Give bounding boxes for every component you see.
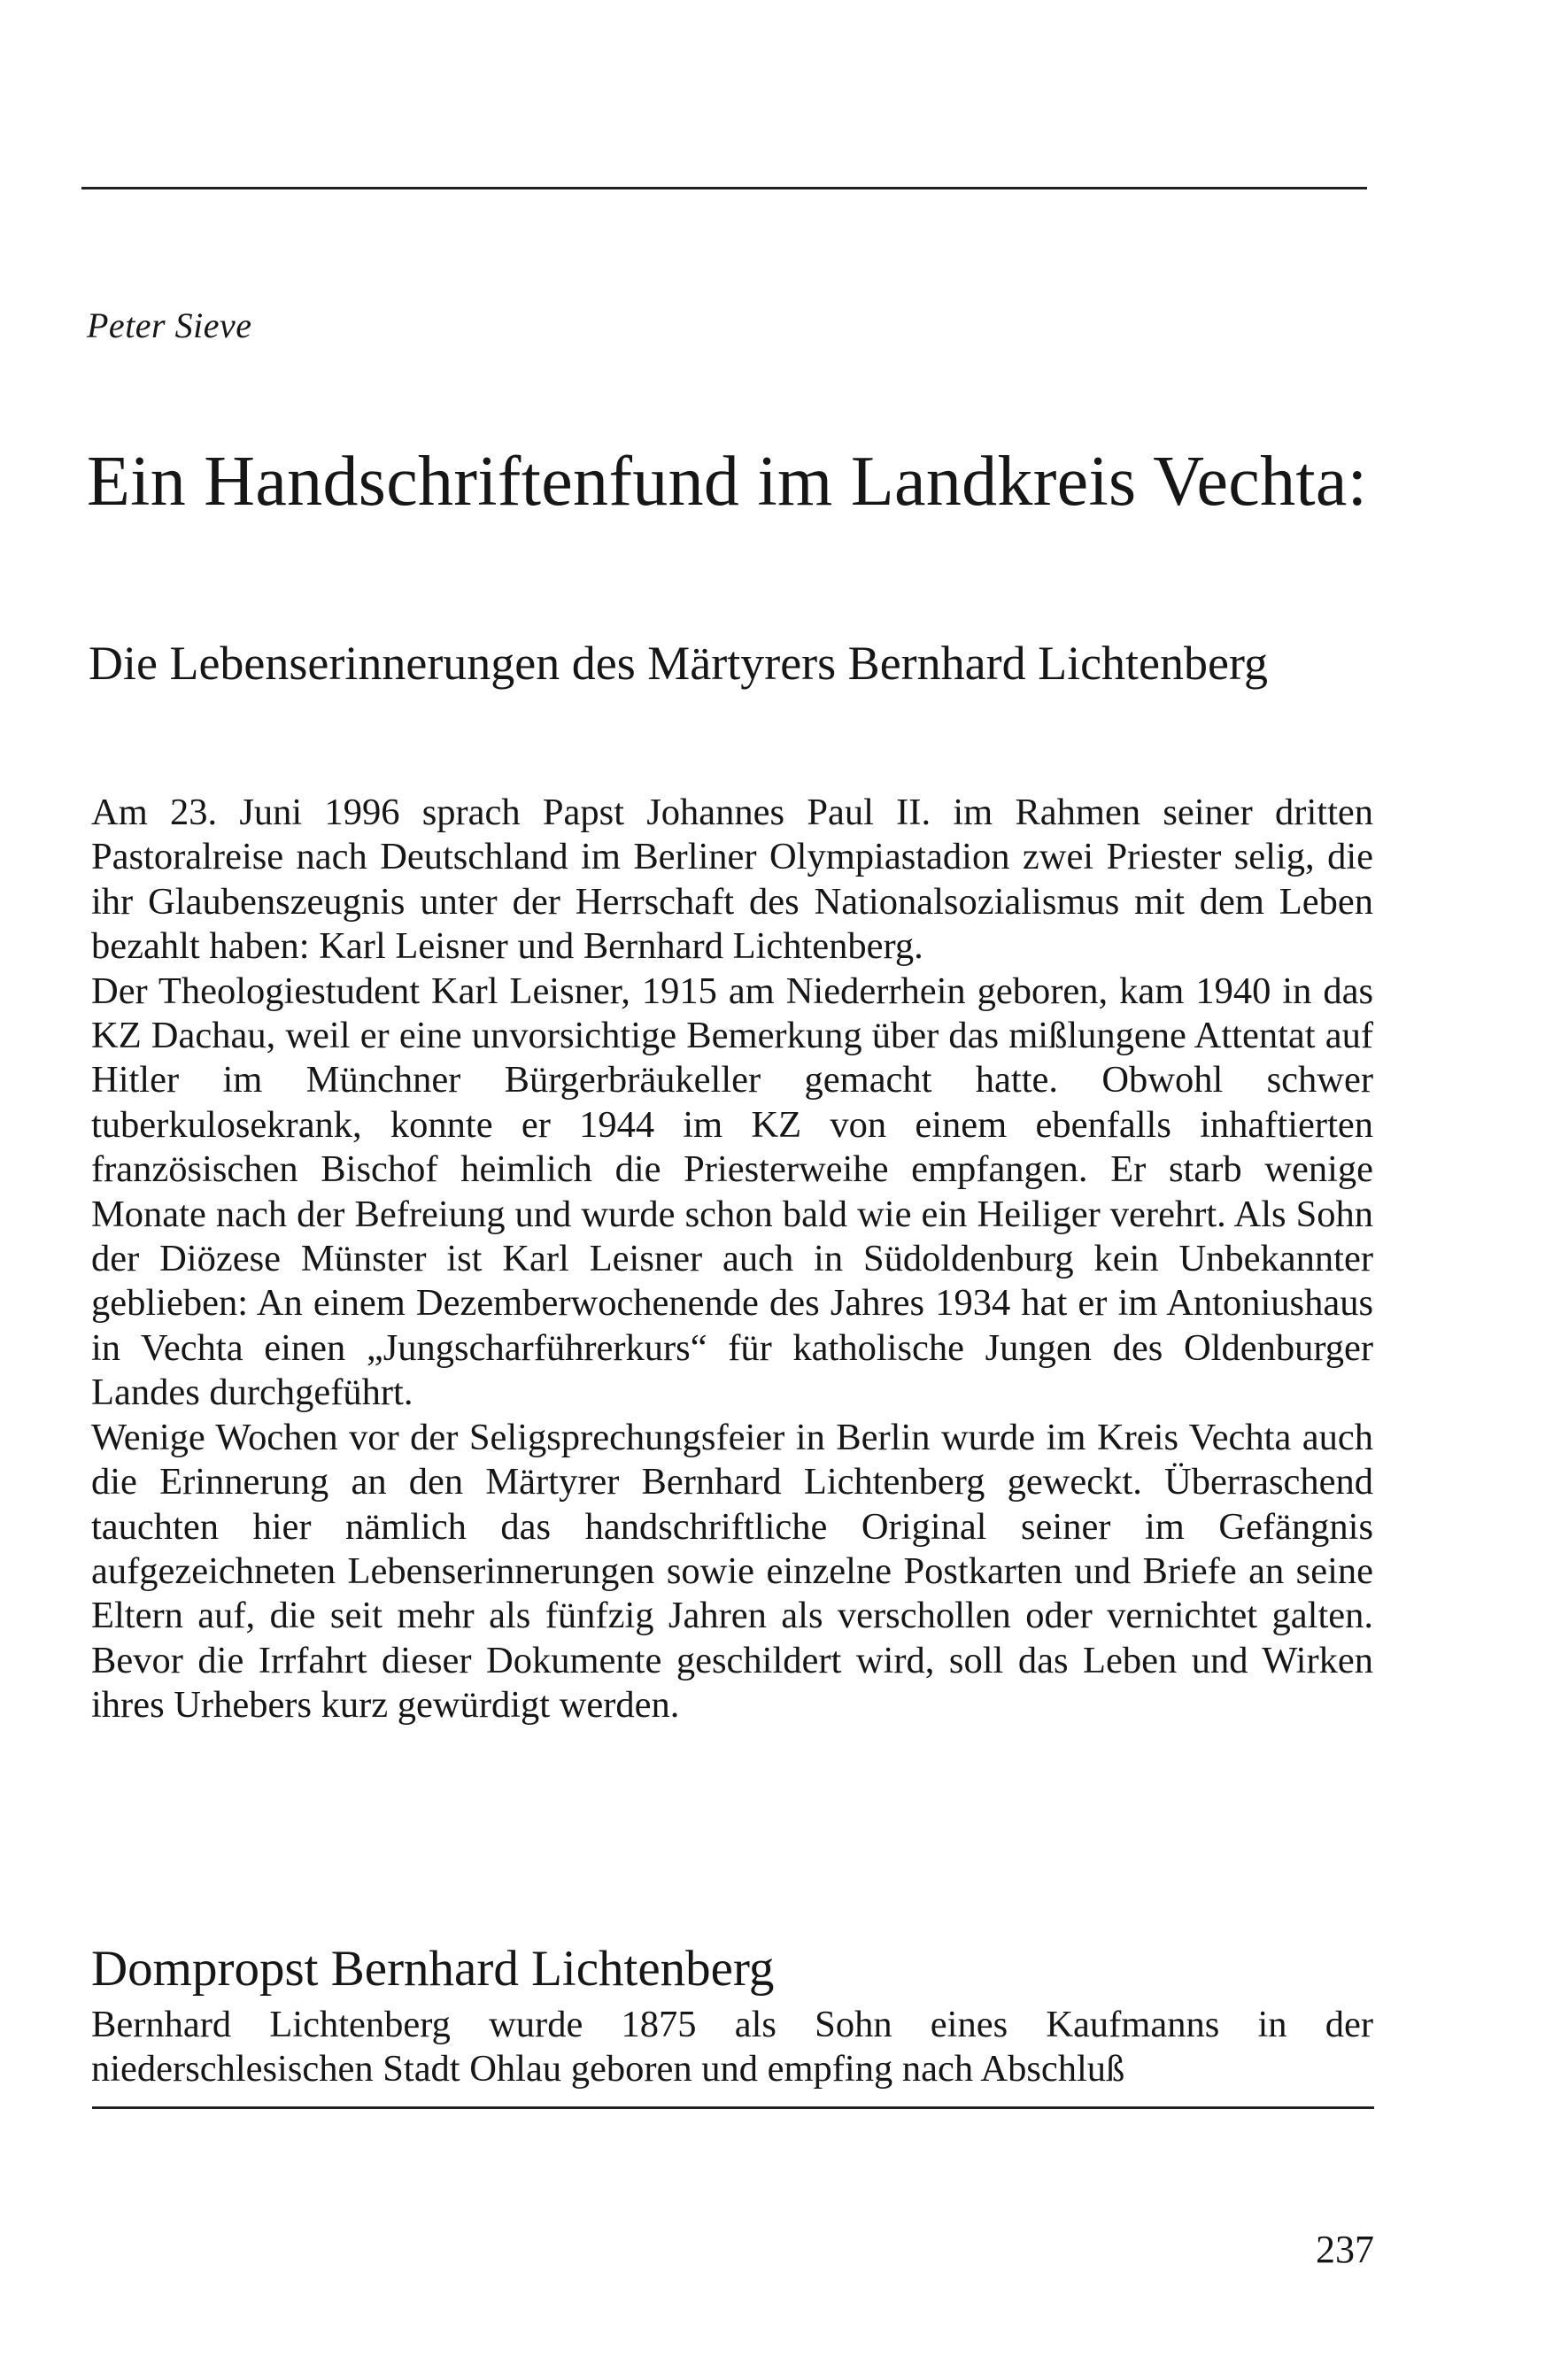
section-heading: Dompropst Bernhard Lichtenberg: [91, 1941, 775, 1997]
top-rule: [81, 187, 1367, 189]
body-paragraph: Am 23. Juni 1996 sprach Papst Johannes Paul II. im Rahmen seiner dritten Pastoralreise nach Deutschland im Berliner Olympiastadion zwei Priester selig, die ihr Glaubenszeugnis unter der Herrschaft des Nationalsozialismus mit dem Leben bezahlt haben: Karl Leisner und Bernhard Lichtenberg.: [91, 792, 1373, 968]
article-subtitle: Die Lebenserinnerungen des Märtyrers Bernhard Lichtenberg: [89, 637, 1268, 690]
article-title: Ein Handschriftenfund im Landkreis Vechta:: [87, 443, 1368, 521]
bottom-rule: [92, 2106, 1374, 2109]
article-body: [91, 791, 1373, 1728]
page-number: 237: [1316, 2228, 1374, 2271]
author-name: Peter Sieve: [87, 305, 252, 345]
body-paragraph: Wenige Wochen vor der Seligsprechungsfeier in Berlin wurde im Kreis Vechta auch die Erinnerung an den Märtyrer Bernhard Lichtenberg geweckt. Überraschend tauchten hier nämlich das handschriftliche Original seiner im Gefängnis aufgezeichneten Lebenserinnerungen sowie einzelne Postkarten und Briefe an seine Eltern auf, die seit mehr als fünfzig Jahren als verschollen oder vernichtet galten. Bevor die Irrfahrt dieser Dokumente geschildert wird, soll das Leben und Wirken ihres Urhebers kurz gewürdigt werden.: [91, 1416, 1373, 1727]
section-paragraph: Bernhard Lichtenberg wurde 1875 als Sohn eines Kaufmanns in der niederschlesischen Stadt Ohlau geboren und empfing nach Abschluß: [91, 2004, 1373, 2090]
body-paragraph: Der Theologiestudent Karl Leisner, 1915 am Niederrhein geboren, kam 1940 in das KZ Dachau, weil er eine unvorsichtige Bemerkung über das mißlungene Attentat auf Hitler im Münchner Bürgerbräukeller gemacht hatte. Obwohl schwer tuberkulosekrank, konnte er 1944 im KZ von einem ebenfalls inhaftierten französischen Bischof heimlich die Priesterweihe empfangen. Er starb wenige Monate nach der Befreiung und wurde schon bald wie ein Heiliger verehrt. Als Sohn der Diözese Münster ist Karl Leisner auch in Südoldenburg kein Unbekannter geblieben: An einem Dezemberwochenende des Jahres 1934 hat er im Antoniushaus in Vechta einen „Jungscharführerkurs“ für katholische Jungen des Oldenburger Landes durchgeführt.: [91, 970, 1373, 1414]
